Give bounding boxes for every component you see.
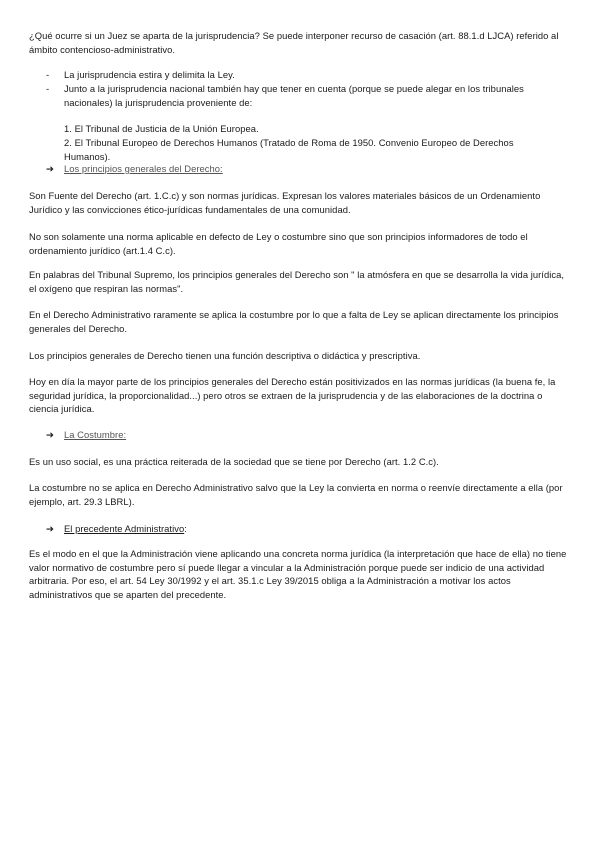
list-item-text: La jurisprudencia estira y delimita la Ley. xyxy=(64,69,235,80)
arrow-right-icon: ➔ xyxy=(46,163,54,174)
section-title: La Costumbre: xyxy=(64,429,127,440)
arrow-right-icon: ➔ xyxy=(46,429,54,440)
arrow-right-icon: ➔ xyxy=(46,523,54,534)
paragraph: Los principios generales de Derecho tienen una función descriptiva o didáctica y prescriptiva. xyxy=(29,350,421,361)
section-heading-principios xyxy=(46,162,223,176)
intro-question: ¿Qué ocurre si un Juez se aparta de la jurisprudencia? Se puede interponer recurso de casación (art. 88.1.d LJCA) referido al ámbito contencioso-administrativo. xyxy=(29,30,559,55)
paragraph: En el Derecho Administrativo raramente se aplica la costumbre por lo que a falta de Ley se aplican directamente los principios generales del Derecho. xyxy=(29,309,559,334)
section-heading-costumbre xyxy=(46,428,126,442)
section-title: Los principios generales del Derecho: xyxy=(64,163,223,174)
paragraph: La costumbre no se aplica en Derecho Administrativo salvo que la Ley la convierta en norma o reenvíe directamente a ella (por ejemplo, art. 29.3 LBRL). xyxy=(29,482,563,507)
section-title: El precedente Administrativo xyxy=(64,523,185,534)
numbered-item: 2. El Tribunal Europeo de Derechos Humanos (Tratado de Roma de 1950. Convenio Europeo de Derechos Humanos). xyxy=(64,137,514,162)
paragraph: No son solamente una norma aplicable en defecto de Ley o costumbre sino que son principios informadores de todo el ordenamiento jurídico (art.1.4 C.c). xyxy=(29,231,528,256)
paragraph: Son Fuente del Derecho (art. 1.C.c) y son normas jurídicas. Expresan los valores materiales básicos de un Ordenamiento Jurídico y las convicciones ético-jurídicas fundamentales de una comunidad. xyxy=(29,190,541,215)
dash-bullet: - xyxy=(46,83,50,94)
paragraph: Es el modo en el que la Administración viene aplicando una concreta norma jurídica (la interpretación que hace de ella) no tiene valor normativo de costumbre pero sí puede llegar a vincular a la Administración porque puede ser indicio de una actividad arbitraria. Por eso, el art. 54 Ley 30/1992 y el art. 35.1.c Ley 39/2015 obliga a la Administración a motivar los actos administrativos que se aparten del precedente. xyxy=(29,548,567,600)
section-heading-precedente xyxy=(46,522,187,536)
section-title-colon: : xyxy=(184,523,187,534)
list-item-text: Junto a la jurisprudencia nacional también hay que tener en cuenta (porque se puede alegar en los tribunales nacionales) la jurisprudencia proveniente de: xyxy=(64,83,524,108)
paragraph: En palabras del Tribunal Supremo, los principios generales del Derecho son " la atmósfera en que se desarrolla la vida jurídica, el oxígeno que respiran las normas". xyxy=(29,269,565,294)
dash-bullet: - xyxy=(46,69,50,80)
paragraph: Hoy en día la mayor parte de los principios generales del Derecho están positivizados en las normas jurídicas (la buena fe, la seguridad jurídica, la proporcionalidad...) pero otros se extraen de la jurisprudencia y de las elaboraciones de la doctrina o ciencia jurídica. xyxy=(29,376,556,414)
paragraph: Es un uso social, es una práctica reiterada de la sociedad que se tiene por Derecho (art. 1.2 C.c). xyxy=(29,456,439,467)
numbered-item: 1. El Tribunal de Justicia de la Unión Europea. xyxy=(64,123,259,134)
